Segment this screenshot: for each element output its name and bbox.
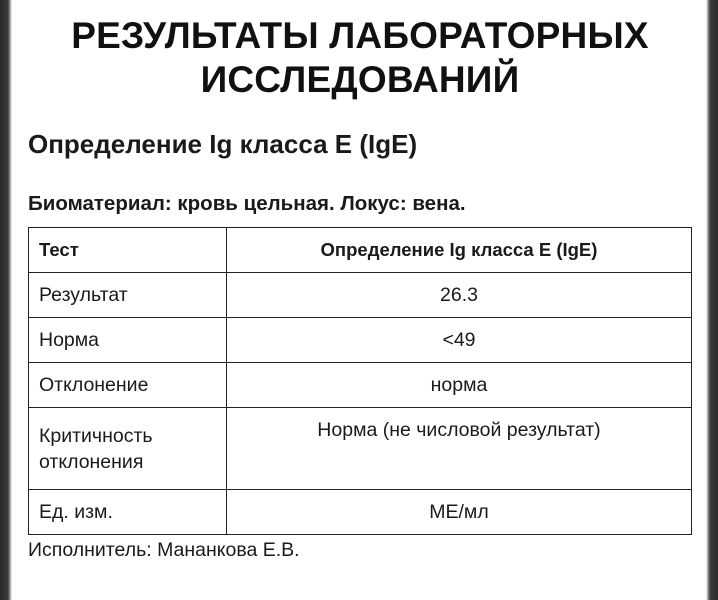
table-row-norm bbox=[29, 318, 692, 363]
row-value-result: 26.3 bbox=[227, 273, 692, 318]
table-row-result bbox=[29, 273, 692, 318]
table-row-criticality bbox=[29, 408, 692, 490]
table-row-units bbox=[29, 490, 692, 535]
header-test: Тест bbox=[29, 228, 227, 273]
lab-report-page bbox=[28, 0, 692, 600]
screen-edge-right bbox=[706, 0, 718, 600]
executor-info: Исполнитель: Мананкова Е.В. bbox=[28, 539, 300, 561]
page-title-line-1: РЕЗУЛЬТАТЫ ЛАБОРАТОРНЫХ bbox=[71, 15, 649, 56]
page-title-line-2: ИССЛЕДОВАНИЙ bbox=[200, 59, 520, 100]
row-value-norm: <49 bbox=[227, 318, 692, 363]
row-label-units: Ед. изм. bbox=[29, 490, 227, 535]
header-test-name: Определение Ig класса Е (IgE) bbox=[227, 228, 692, 273]
results-table bbox=[28, 227, 692, 535]
row-value-criticality: Норма (не числовой результат) bbox=[227, 408, 692, 490]
row-label-norm: Норма bbox=[29, 318, 227, 363]
row-value-units: МЕ/мл bbox=[227, 490, 692, 535]
row-label-deviation: Отклонение bbox=[29, 363, 227, 408]
row-label-criticality: Критичность отклонения bbox=[29, 408, 227, 490]
row-value-deviation: норма bbox=[227, 363, 692, 408]
test-name-heading: Определение Ig класса Е (IgE) bbox=[28, 129, 418, 159]
screen-edge-left bbox=[0, 0, 12, 600]
row-label-result: Результат bbox=[29, 273, 227, 318]
biomaterial-info: Биоматериал: кровь цельная. Локус: вена. bbox=[28, 192, 466, 215]
page-title bbox=[28, 0, 692, 102]
table-header-row bbox=[29, 228, 692, 273]
table-row-deviation bbox=[29, 363, 692, 408]
